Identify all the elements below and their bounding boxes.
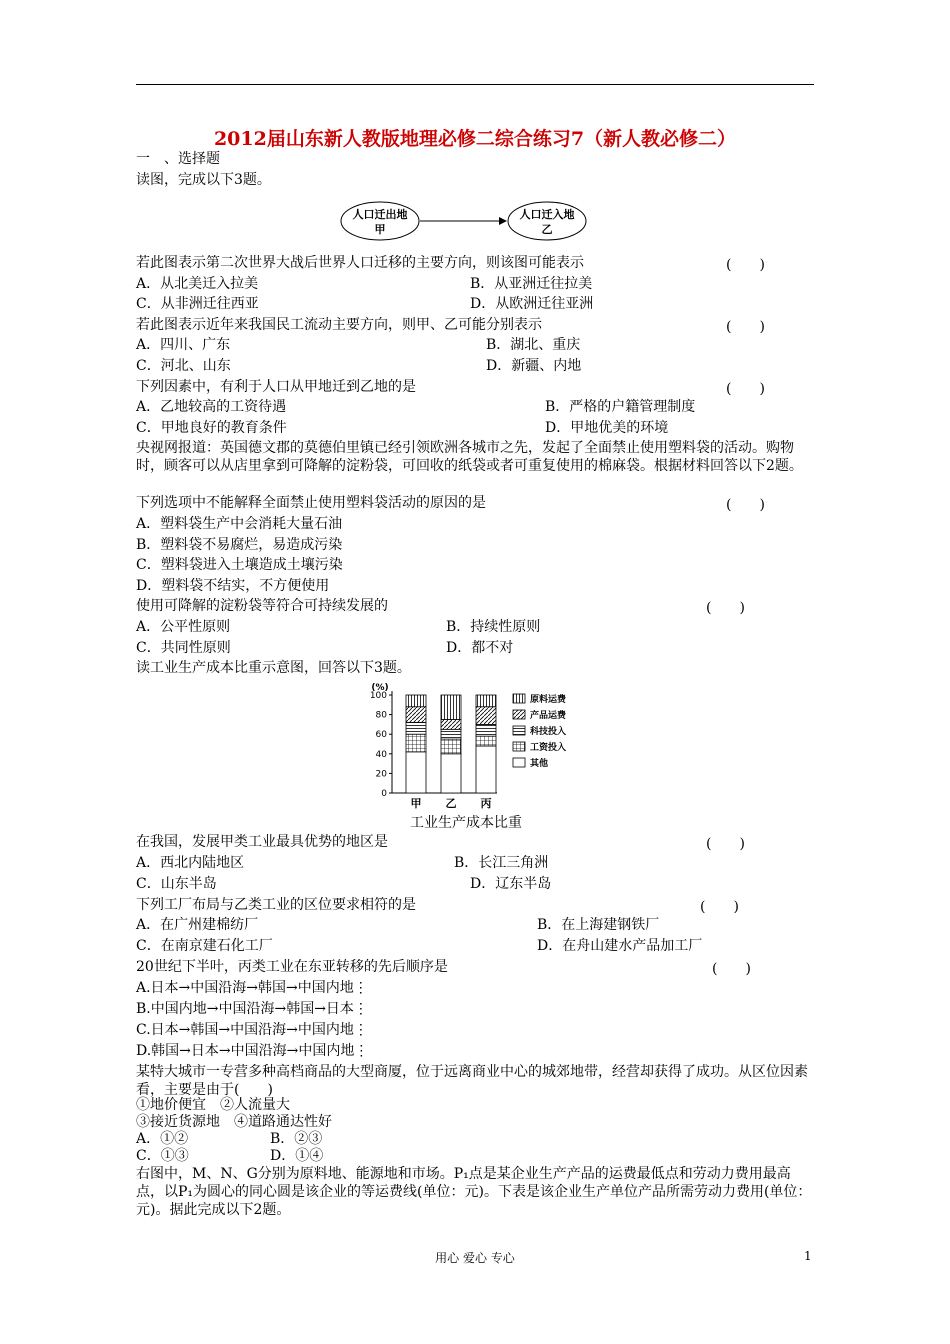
option-a: A.日本→中国沿海→韩国→中国内地⋮ [136, 980, 368, 996]
option-d: D．都不对 [446, 640, 514, 656]
y-tick-label: 40 [375, 749, 387, 760]
y-axis-label: (%) [371, 683, 389, 693]
question-3-stem: 下列因素中，有利于人口从甲地迁到乙地的是 [136, 379, 416, 395]
option-d: D．在舟山建水产品加工厂 [537, 938, 703, 954]
x-tick-label: 丙 [480, 797, 492, 810]
option-c: C．从非洲迁往西亚 [136, 296, 259, 312]
option-c: C．在南京建石化工厂 [136, 938, 273, 954]
bar-segment [476, 724, 496, 736]
legend-swatch [513, 758, 525, 767]
option-b: B．在上海建钢铁厂 [537, 917, 660, 933]
material-paragraph: 右图中，M、N、G分别为原料地、能源地和市场。P₁点是某企业生产产品的运费最低点和劳动力费用最高点，以P₁为圆心的同心圆是该企业的等运费线(单位：元)。下表是该企业生产单位产品所需劳动力费用(单位：元)。据此完成以下2题。 [136, 1166, 812, 1218]
bar-segment [476, 707, 496, 725]
option-c: C．塑料袋进入土壤造成土壤污染 [136, 557, 343, 573]
option-c: C．①③ [136, 1148, 189, 1164]
section-heading: 一 、选择题 [136, 151, 220, 167]
question-6-stem: 在我国，发展甲类工业最具优势的地区是 [136, 834, 388, 850]
material-paragraph: 央视网报道：英国德文郡的莫德伯里镇已经引领欧洲各城市之先，发起了全面禁止使用塑料袋的活动。购物时，顾客可以从店里拿到可降解的淀粉袋，可回收的纸袋或者可重复使用的棉麻袋。根据材料回答以下2题。 [136, 440, 803, 474]
option-c: C．山东半岛 [136, 876, 217, 892]
bar-segment [406, 734, 426, 752]
y-tick-label: 100 [369, 691, 387, 701]
option-b: B．长江三角洲 [454, 855, 549, 871]
bar-segment [441, 729, 461, 739]
document-title: 2012届山东新人教版地理必修二综合练习7（新人教必修二） [213, 128, 737, 150]
option-d: D．新疆、内地 [486, 358, 582, 374]
question-1-stem: 若此图表示第二次世界大战后世界人口迁移的主要方向，则该图可能表示 [136, 255, 584, 271]
page-footer: 用心 爱心 专心 [435, 1251, 515, 1265]
bar-segment [476, 746, 496, 793]
legend-label: 产品运费 [530, 711, 567, 721]
option-a: A．从北美迁入拉美 [136, 276, 259, 292]
chart-caption: 工业生产成本比重 [410, 815, 522, 831]
legend-label: 科技投入 [530, 727, 567, 737]
question-5-stem: 使用可降解的淀粉袋等符合可持续发展的 [136, 598, 388, 614]
legend-label: 原料运费 [530, 695, 567, 705]
bar-segment [476, 736, 496, 746]
option-a: A．西北内陆地区 [136, 855, 245, 871]
legend-swatch [513, 710, 525, 719]
bar-segment [441, 754, 461, 793]
option-d: D．①④ [270, 1148, 324, 1164]
arrow-head [499, 217, 507, 225]
question-2-stem: 若此图表示近年来我国民工流动主要方向，则甲、乙可能分别表示 [136, 317, 542, 333]
y-tick-label: 20 [375, 769, 387, 780]
option-a: A．塑料袋生产中会消耗大量石油 [136, 516, 343, 532]
question-7-stem: 下列工厂布局与乙类工业的区位要求相符的是 [136, 897, 416, 913]
bar-segment [406, 707, 426, 723]
x-tick-label: 甲 [410, 797, 422, 810]
legend-swatch [513, 694, 525, 703]
option-c: C．共同性原则 [136, 640, 231, 656]
answer-bracket: ( ) [706, 600, 745, 616]
question-8-stem: 20世纪下半叶，丙类工业在东亚转移的先后顺序是 [136, 959, 448, 975]
answer-bracket: ( ) [712, 961, 751, 977]
option-a: A．①② [136, 1131, 189, 1147]
legend-swatch [513, 742, 525, 751]
option-d: D．从欧洲迁往亚洲 [470, 296, 594, 312]
bar-segment [441, 739, 461, 754]
option-c: C．甲地良好的教育条件 [136, 420, 287, 436]
option-b: B.中国内地→中国沿海→韩国→日本⋮ [136, 1001, 368, 1017]
bar-segment [406, 722, 426, 734]
option-b: B．塑料袋不易腐烂，易造成污染 [136, 537, 343, 553]
legend-label: 其他 [530, 759, 549, 769]
option-b: B．严格的户籍管理制度 [545, 399, 696, 415]
intro-text: 读工业生产成本比重示意图，回答以下3题。 [136, 660, 411, 676]
option-a: A．乙地较高的工资待遇 [136, 399, 287, 415]
header-rule [136, 84, 814, 85]
answer-bracket: ( ) [726, 257, 765, 273]
option-b: B．湖北、重庆 [486, 337, 581, 353]
answer-bracket: ( ) [726, 497, 765, 513]
cost-share-chart [360, 680, 600, 812]
origin-label: 人口迁出地 [352, 208, 408, 221]
option-d: D.韩国→日本→中国沿海→中国内地⋮ [136, 1043, 369, 1059]
option-a: A．在广州建棉纺厂 [136, 917, 259, 933]
option-d: D．辽东半岛 [470, 876, 552, 892]
bar-segment [476, 695, 496, 707]
question-9-stem: 某特大城市一专营多种高档商品的大型商厦，位于远离商业中心的城郊地带，经营却获得了成功。从区位因素看，主要是由于( ) [136, 1064, 808, 1098]
bar-segment [441, 695, 461, 720]
option-b: B．②③ [270, 1131, 323, 1147]
legend-label: 工资投入 [530, 743, 567, 753]
option-a: A．公平性原则 [136, 619, 231, 635]
option-c: C．河北、山东 [136, 358, 231, 374]
y-tick-label: 80 [375, 710, 387, 721]
statement-list-2: ③接近货源地 ④道路通达性好 [136, 1114, 332, 1130]
answer-bracket: ( ) [700, 899, 739, 915]
answer-bracket: ( ) [706, 836, 745, 852]
option-c: C.日本→韩国→中国沿海→中国内地⋮ [136, 1022, 368, 1038]
origin-name: 甲 [374, 223, 386, 236]
question-4-stem: 下列选项中不能解释全面禁止使用塑料袋活动的原因的是 [136, 495, 486, 511]
intro-text: 读图，完成以下3题。 [136, 172, 271, 188]
page-number: 1 [804, 1249, 812, 1263]
option-a: A．四川、广东 [136, 337, 231, 353]
migration-flow-diagram [340, 199, 620, 245]
destination-label: 人口迁入地 [519, 208, 575, 221]
answer-bracket: ( ) [726, 381, 765, 397]
option-d: D．塑料袋不结实，不方便使用 [136, 578, 330, 594]
bar-segment [441, 720, 461, 730]
bar-segment [406, 695, 426, 707]
statement-list-1: ①地价便宜 ②人流量大 [136, 1097, 290, 1113]
bar-segment [406, 752, 426, 793]
option-b: B．从亚洲迁往拉美 [470, 276, 593, 292]
y-tick-label: 60 [375, 730, 387, 741]
x-tick-label: 乙 [445, 797, 457, 810]
legend-swatch [513, 726, 525, 735]
answer-bracket: ( ) [726, 319, 765, 335]
destination-name: 乙 [541, 223, 553, 236]
y-tick-label: 0 [381, 789, 387, 799]
option-d: D．甲地优美的环境 [545, 420, 669, 436]
option-b: B．持续性原则 [446, 619, 541, 635]
